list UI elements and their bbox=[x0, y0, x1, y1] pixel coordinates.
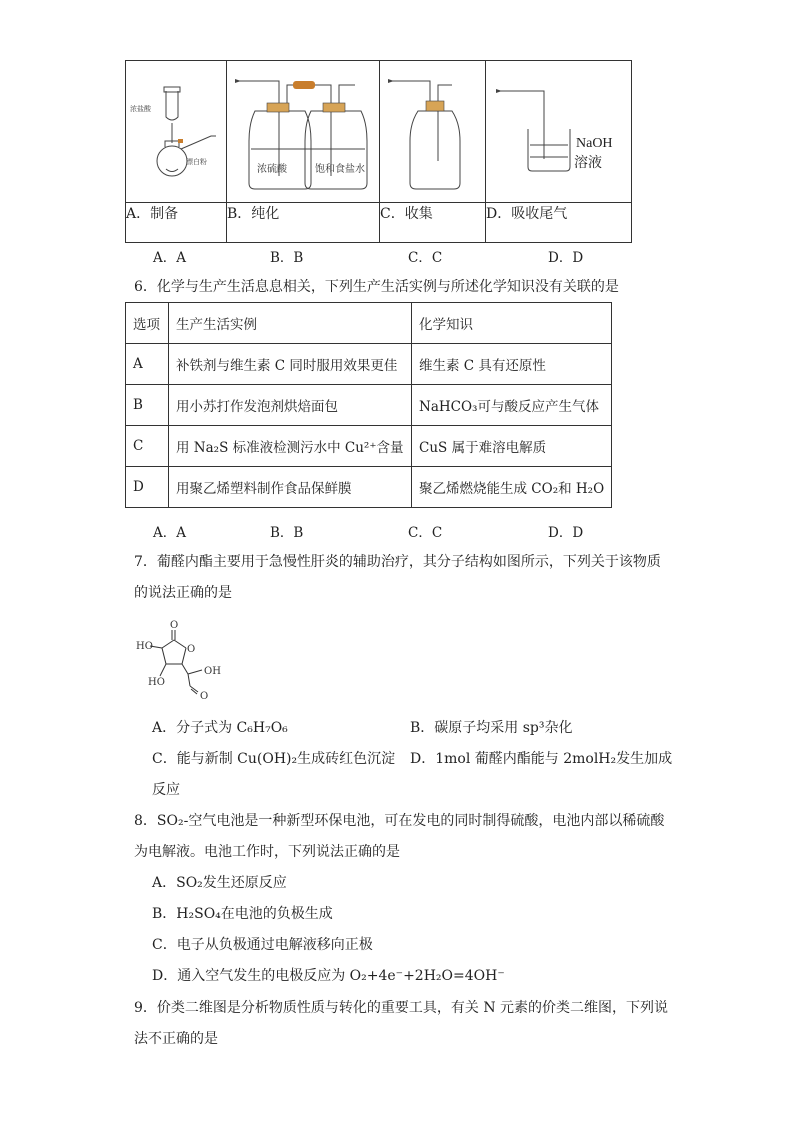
apparatus-a-drawing bbox=[126, 61, 226, 198]
b-label-h2so4: 浓硫酸 bbox=[257, 164, 287, 175]
d-label-solution: 溶液 bbox=[574, 155, 602, 171]
q5-option-a[interactable]: A．A bbox=[153, 250, 186, 266]
q5-option-b[interactable]: B．B bbox=[270, 250, 304, 266]
apparatus-d-drawing bbox=[486, 61, 631, 198]
q9-stem-line1: 9．价类二维图是分析物质性质与转化的重要工具，有关 N 元素的价类二维图，下列说 bbox=[134, 1000, 669, 1016]
q6-header-knowledge: 化学知识 bbox=[412, 303, 612, 344]
caption-b: B．纯化 bbox=[227, 203, 380, 243]
q6-option-a[interactable]: A．A bbox=[153, 525, 186, 541]
q6-row-knowledge: CuS 属于难溶电解质 bbox=[412, 426, 612, 467]
apparatus-a bbox=[126, 61, 227, 203]
q6-row-opt: B bbox=[126, 385, 169, 426]
q5-option-c[interactable]: C．C bbox=[408, 250, 443, 266]
atom-o-ring: O bbox=[187, 644, 196, 655]
q6-row-opt: C bbox=[126, 426, 169, 467]
q6-stem: 6．化学与生产生活息息相关，下列生产生活实例与所述化学知识没有关联的是 bbox=[134, 279, 619, 295]
q6-option-c[interactable]: C．C bbox=[408, 525, 443, 541]
q6-option-d[interactable]: D．D bbox=[548, 525, 584, 541]
q7-option-d[interactable]: D．1mol 葡醛内酯能与 2molH₂发生加成 bbox=[410, 751, 673, 767]
apparatus-b bbox=[227, 61, 380, 203]
table-row bbox=[126, 426, 612, 467]
q7-stem-line1: 7．葡醛内酯主要用于急慢性肝炎的辅助治疗，其分子结构如图所示，下列关于该物质 bbox=[134, 554, 661, 570]
q6-row-opt: D bbox=[126, 467, 169, 508]
table-row bbox=[126, 344, 612, 385]
q6-row-knowledge: 聚乙烯燃烧能生成 CO₂和 H₂O bbox=[412, 467, 612, 508]
caption-a: A．制备 bbox=[126, 203, 227, 243]
q6-row-opt: A bbox=[126, 344, 169, 385]
apparatus-b-drawing bbox=[227, 61, 379, 198]
atom-o-aldehyde: O bbox=[200, 691, 209, 702]
atom-ho-1: HO bbox=[136, 641, 153, 652]
q8-stem-line1: 8．SO₂-空气电池是一种新型环保电池，可在发电的同时制得硫酸，电池内部以稀硫酸 bbox=[134, 813, 665, 829]
q7-stem-line2: 的说法正确的是 bbox=[134, 585, 232, 601]
d-label-naoh: NaOH bbox=[576, 136, 613, 151]
atom-ho-2: HO bbox=[148, 677, 165, 688]
q7-option-d-cont: 反应 bbox=[152, 782, 180, 798]
q6-header-example: 生产生活实例 bbox=[169, 303, 412, 344]
q6-row-example: 用 Na₂S 标准液检测污水中 Cu²⁺含量 bbox=[169, 426, 412, 467]
q7-option-c[interactable]: C．能与新制 Cu(OH)₂生成砖红色沉淀 bbox=[152, 751, 396, 767]
a-label-hcl: 浓盐酸 bbox=[130, 105, 151, 113]
apparatus-c-drawing bbox=[380, 61, 485, 198]
q6-row-example: 补铁剂与维生素 C 同时服用效果更佳 bbox=[169, 344, 412, 385]
q7-molecule-structure bbox=[130, 618, 230, 703]
caption-d: D．吸收尾气 bbox=[486, 203, 632, 243]
a-label-bleach: 漂白粉 bbox=[186, 158, 207, 166]
q8-option-d[interactable]: D．通入空气发生的电极反应为 O₂+4e⁻+2H₂O=4OH⁻ bbox=[152, 968, 505, 984]
table-row bbox=[126, 467, 612, 508]
q6-table bbox=[125, 302, 612, 508]
q6-row-knowledge: 维生素 C 具有还原性 bbox=[412, 344, 612, 385]
q7-option-a[interactable]: A．分子式为 C₆H₇O₆ bbox=[152, 720, 288, 736]
q9-stem-line2: 法不正确的是 bbox=[134, 1031, 218, 1047]
b-label-brine: 饱和食盐水 bbox=[315, 164, 365, 175]
q8-option-b[interactable]: B．H₂SO₄在电池的负极生成 bbox=[152, 906, 333, 922]
q6-header-option: 选项 bbox=[126, 303, 169, 344]
atom-oh: OH bbox=[204, 666, 221, 677]
caption-c: C．收集 bbox=[380, 203, 486, 243]
q8-option-c[interactable]: C．电子从负极通过电解液移向正极 bbox=[152, 937, 373, 953]
atom-o-carbonyl: O bbox=[170, 620, 179, 631]
q8-stem-line2: 为电解液。电池工作时，下列说法正确的是 bbox=[134, 844, 400, 860]
apparatus-d bbox=[486, 61, 632, 203]
apparatus-c bbox=[380, 61, 486, 203]
q8-option-a[interactable]: A．SO₂发生还原反应 bbox=[152, 875, 287, 891]
q7-option-b[interactable]: B．碳原子均采用 sp³杂化 bbox=[410, 720, 573, 736]
q5-apparatus-table bbox=[125, 60, 632, 243]
table-row bbox=[126, 385, 612, 426]
q6-option-b[interactable]: B．B bbox=[270, 525, 304, 541]
q5-option-d[interactable]: D．D bbox=[548, 250, 584, 266]
q6-row-example: 用聚乙烯塑料制作食品保鲜膜 bbox=[169, 467, 412, 508]
q6-row-knowledge: NaHCO₃可与酸反应产生气体 bbox=[412, 385, 612, 426]
q6-row-example: 用小苏打作发泡剂烘焙面包 bbox=[169, 385, 412, 426]
